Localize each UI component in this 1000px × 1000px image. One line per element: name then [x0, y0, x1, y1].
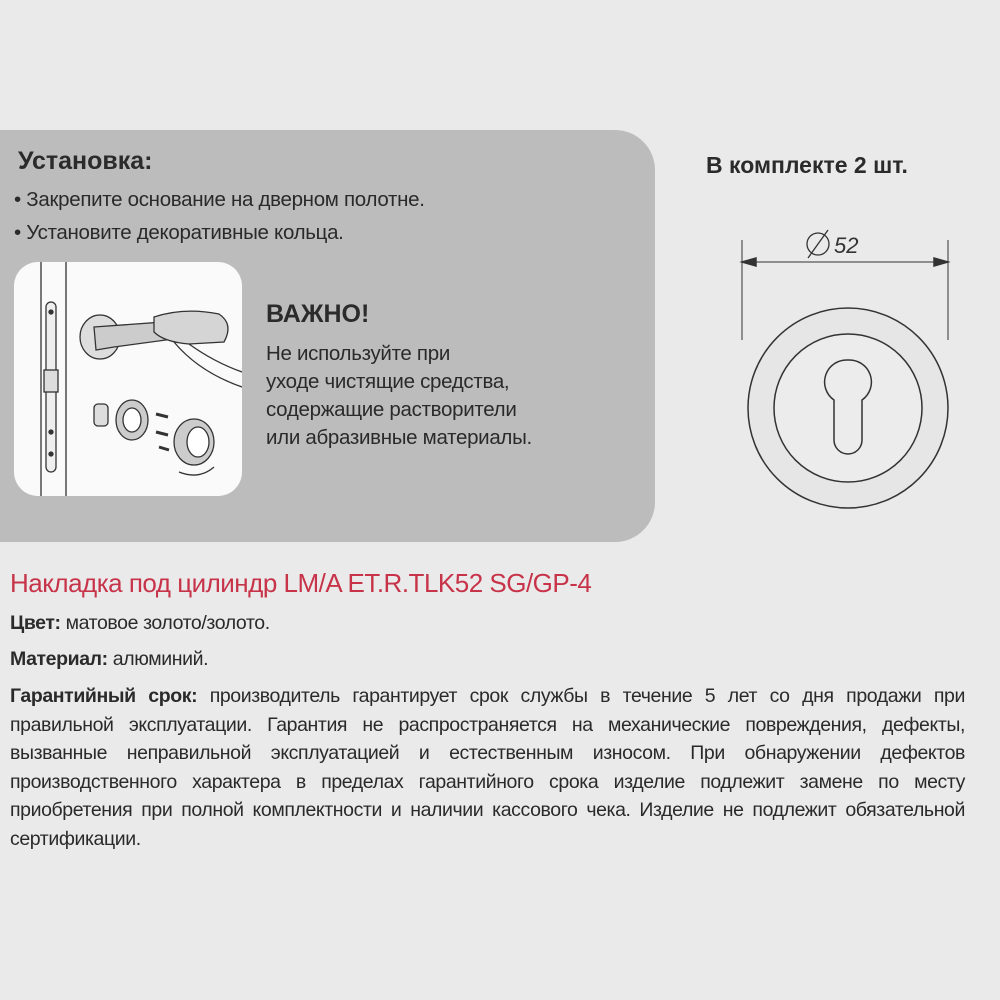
color-label: Цвет:: [10, 612, 61, 634]
material-row: [10, 648, 208, 671]
rosette-diagram: [730, 220, 970, 520]
diameter-value: 52: [834, 233, 859, 258]
warranty-text: производитель гарантирует срок службы в течение 5 лет со дня продажи при правильной эксплуатации. Гарантия не распространяется на механические повреждения, дефекты, вызванные неправильной эксплуатацией и естественным износом. При обнаружении дефектов производственного характера в пределах гарантийного срока изделие подлежит замене по месту приобретения при полной комплектности и наличии кассового чека. Изделие не подлежит обязательной сертификации.: [10, 685, 965, 850]
installation-heading: Установка:: [18, 147, 153, 175]
color-value: матовое золото/золото.: [65, 612, 270, 634]
warranty-paragraph: [10, 682, 965, 853]
material-label: Материал:: [10, 648, 108, 670]
material-value: алюминий.: [112, 648, 209, 670]
color-row: [10, 612, 270, 635]
installation-step: • Закрепите основание на дверном полотне.: [14, 188, 425, 211]
warning-line: или абразивные материалы.: [266, 426, 532, 449]
warning-line: содержащие растворители: [266, 398, 517, 421]
kit-label: В комплекте 2 шт.: [706, 152, 908, 178]
warranty-label: Гарантийный срок:: [10, 685, 198, 707]
warning-heading: ВАЖНО!: [266, 300, 370, 328]
warning-line: Не используйте при: [266, 342, 450, 365]
warning-line: уходе чистящие средства,: [266, 370, 510, 393]
installation-illustration: [14, 262, 242, 496]
installation-step: • Установите декоративные кольца.: [14, 221, 344, 244]
product-title: Накладка под цилиндр LM/A ET.R.TLK52 SG/GP-4: [10, 568, 592, 598]
